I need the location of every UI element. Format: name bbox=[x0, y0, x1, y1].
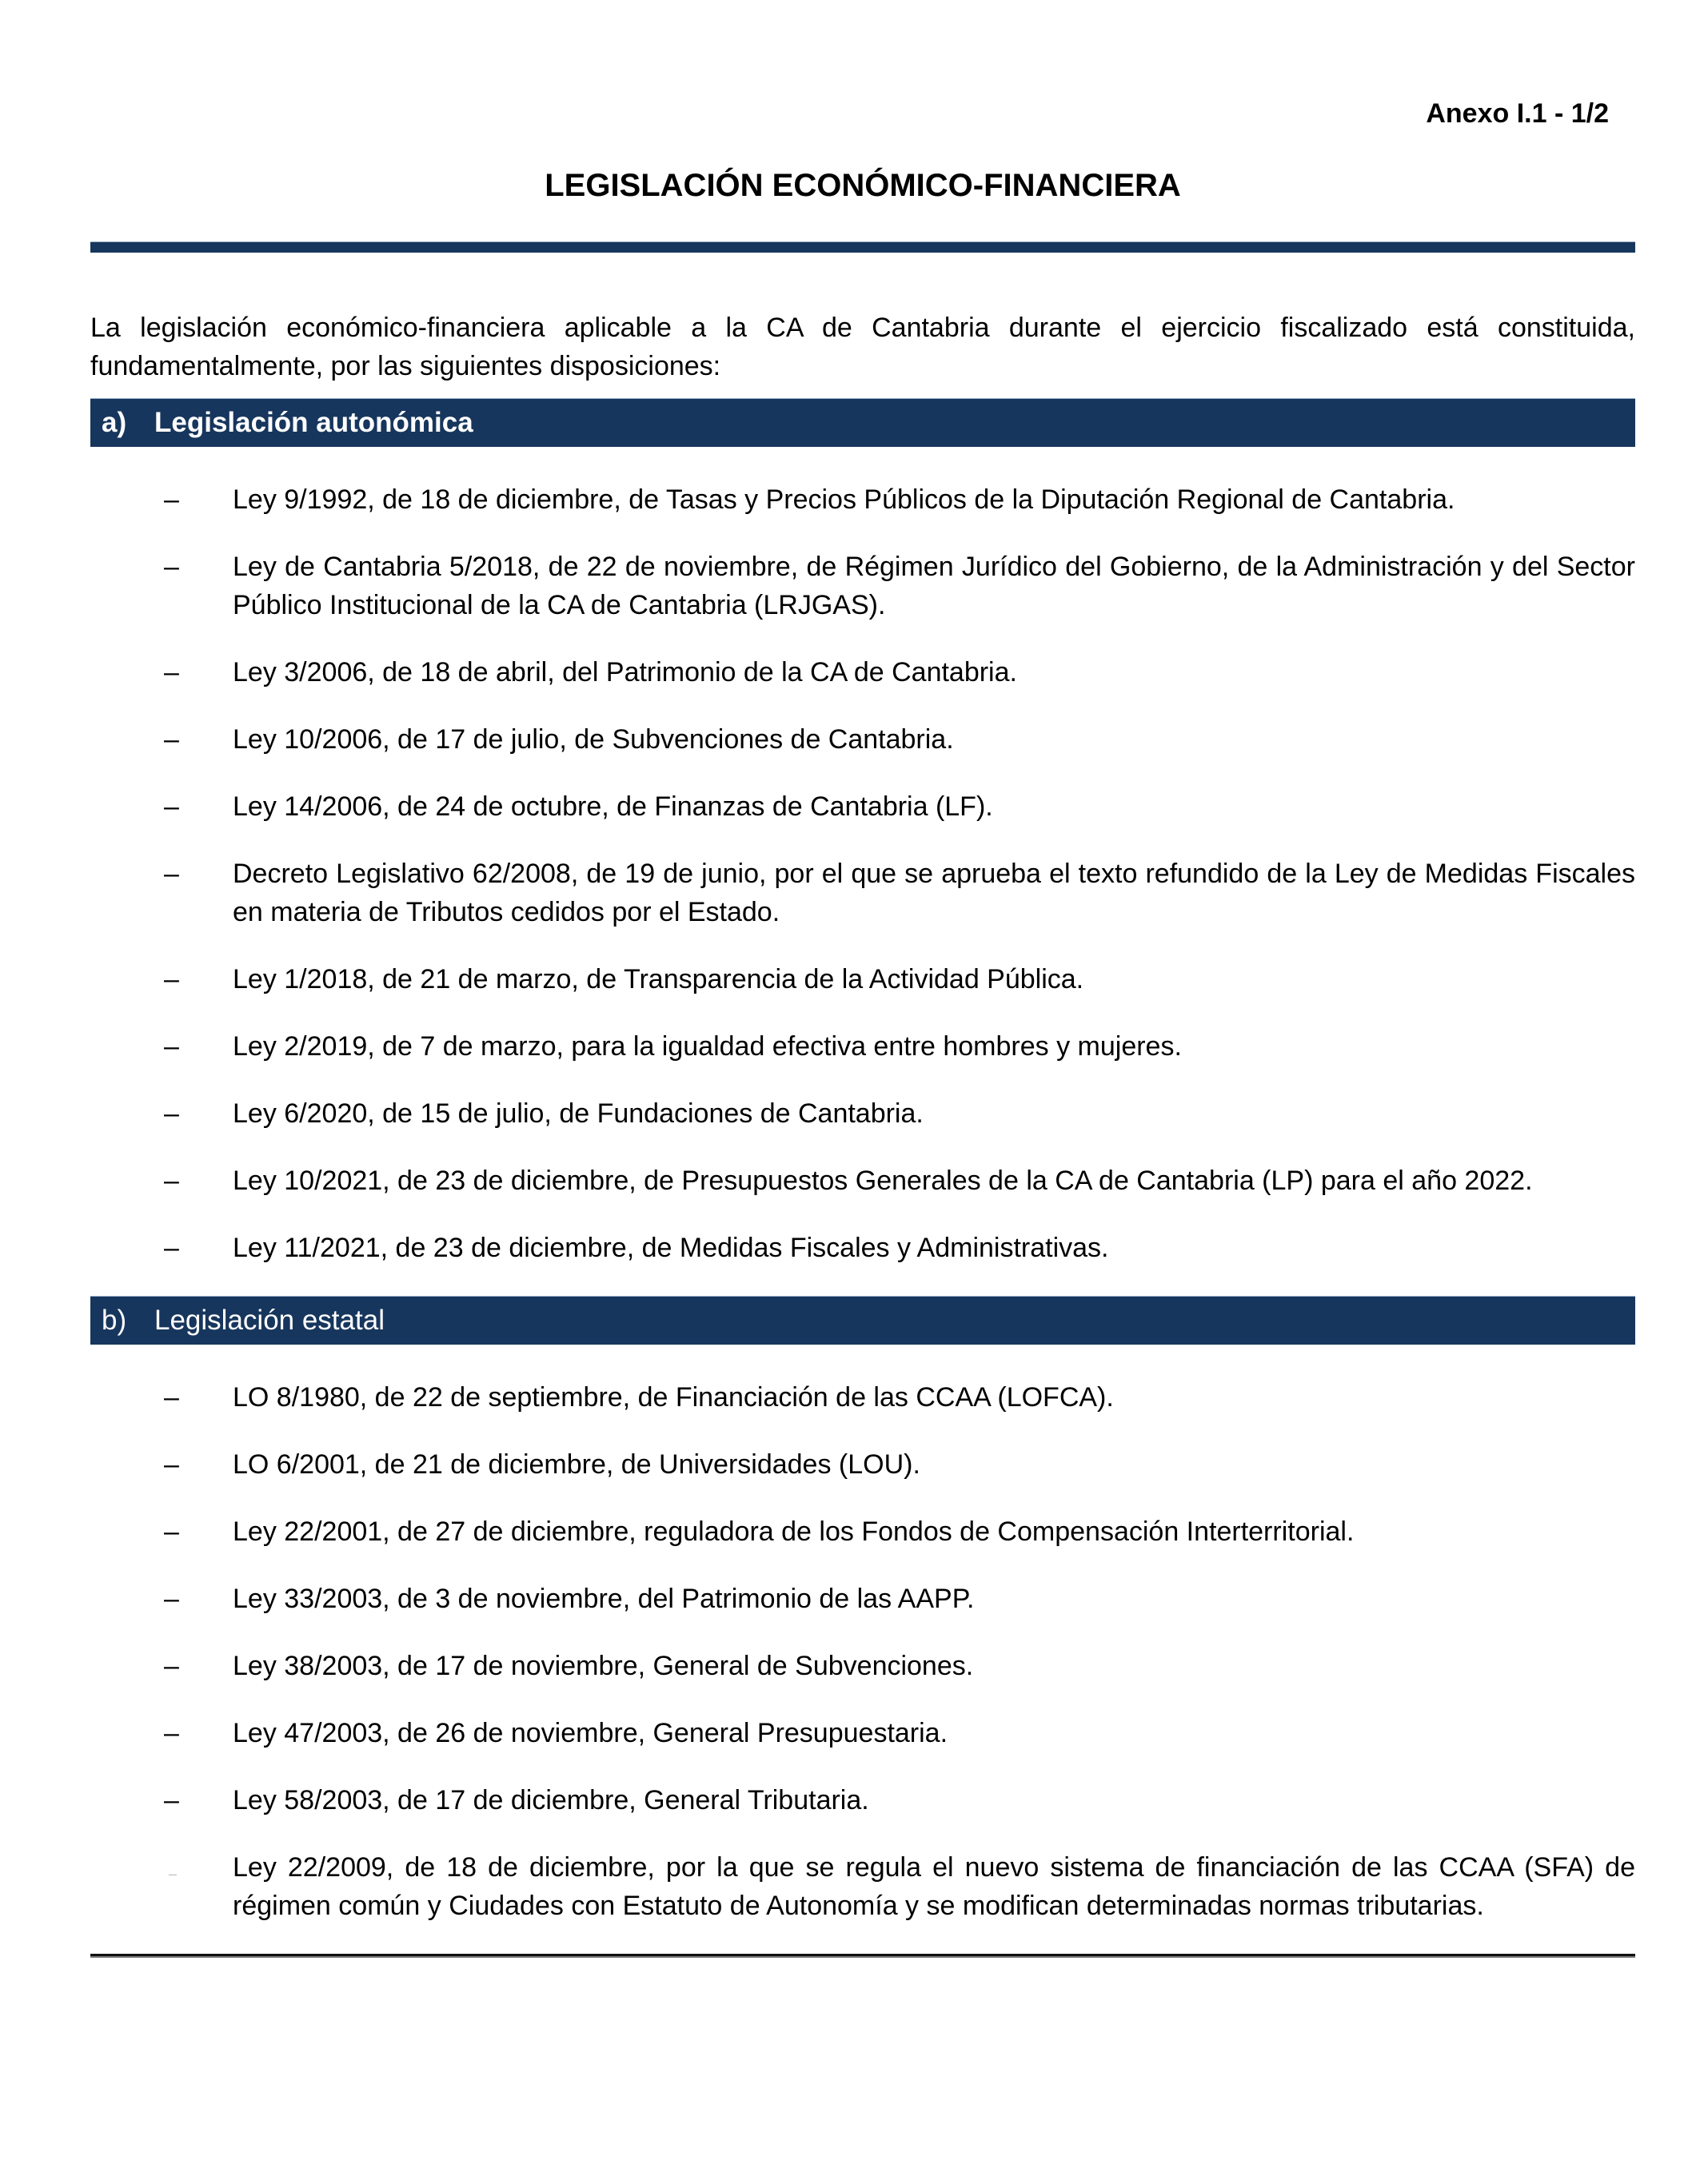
title-rule bbox=[90, 241, 1635, 253]
dash-bullet-icon: – bbox=[164, 1031, 179, 1062]
intro-paragraph: La legislación económico-financiera aplicable a la CA de Cantabria durante el ejercicio fiscalizado está constituida, fundamentalmente, por las siguientes disposiciones: bbox=[90, 313, 1635, 381]
law-text: Ley 14/2006, de 24 de octubre, de Finanzas de Cantabria (LF). bbox=[233, 791, 993, 822]
law-item bbox=[90, 1027, 1635, 1066]
law-text: Ley 58/2003, de 17 de diciembre, General Tributaria. bbox=[233, 1785, 869, 1815]
dash-bullet-icon: – bbox=[164, 1785, 179, 1815]
dash-bullet-icon: – bbox=[164, 1718, 179, 1748]
section-b-label: b) bbox=[102, 1305, 127, 1336]
section-a bbox=[90, 398, 1635, 1267]
law-text: Ley 11/2021, de 23 de diciembre, de Medidas Fiscales y Administrativas. bbox=[233, 1233, 1109, 1263]
dash-bullet-icon: – bbox=[164, 964, 179, 994]
dash-bullet-icon: – bbox=[164, 1098, 179, 1129]
law-text: Ley 10/2021, de 23 de diciembre, de Presupuestos Generales de la CA de Cantabria (LP) para el año 2022. bbox=[233, 1166, 1533, 1196]
law-text: Ley 9/1992, de 18 de diciembre, de Tasas y Precios Públicos de la Diputación Regional de Cantabria. bbox=[233, 484, 1455, 515]
dash-bullet-icon: – bbox=[164, 1516, 179, 1547]
dash-bullet-icon: – bbox=[164, 657, 179, 687]
law-list-autonomica bbox=[90, 480, 1635, 1267]
law-text: Ley 47/2003, de 26 de noviembre, General Presupuestaria. bbox=[233, 1718, 948, 1748]
law-item bbox=[90, 1229, 1635, 1267]
law-item bbox=[90, 720, 1635, 759]
law-item bbox=[90, 1378, 1635, 1417]
law-text: Ley 2/2019, de 7 de marzo, para la igualdad efectiva entre hombres y mujeres. bbox=[233, 1031, 1182, 1062]
law-item bbox=[90, 1512, 1635, 1551]
dash-bullet-icon: – bbox=[164, 1382, 179, 1413]
section-b bbox=[90, 1296, 1635, 1925]
dash-bullet-icon: – bbox=[164, 724, 179, 755]
law-text: Ley 10/2006, de 17 de julio, de Subvenciones de Cantabria. bbox=[233, 724, 954, 755]
section-b-header bbox=[90, 1296, 1635, 1345]
section-a-header bbox=[90, 398, 1635, 447]
dash-bullet-icon: – bbox=[164, 1651, 179, 1681]
law-item bbox=[90, 1647, 1635, 1685]
law-text: Ley 38/2003, de 17 de noviembre, General de Subvenciones. bbox=[233, 1651, 974, 1681]
law-item bbox=[90, 787, 1635, 826]
law-item bbox=[90, 1714, 1635, 1752]
dash-bullet-icon: – bbox=[164, 552, 179, 582]
law-item bbox=[90, 548, 1635, 624]
law-text: LO 8/1980, de 22 de septiembre, de Financiación de las CCAA (LOFCA). bbox=[233, 1382, 1114, 1413]
law-text: LO 6/2001, de 21 de diciembre, de Universidades (LOU). bbox=[233, 1449, 920, 1480]
law-item bbox=[90, 1580, 1635, 1618]
law-text: Ley 22/2001, de 27 de diciembre, reguladora de los Fondos de Compensación Interterritorial. bbox=[233, 1516, 1355, 1547]
section-a-label: a) bbox=[102, 407, 127, 438]
dash-bullet-icon: – bbox=[164, 1233, 179, 1263]
law-item bbox=[90, 1781, 1635, 1819]
law-text: Ley 1/2018, de 21 de marzo, de Transparencia de la Actividad Pública. bbox=[233, 964, 1084, 994]
law-text: Ley de Cantabria 5/2018, de 22 de noviembre, de Régimen Jurídico del Gobierno, de la Administración y del Sector Público Institucional de la CA de Cantabria (LRJGAS). bbox=[233, 552, 1635, 620]
law-item bbox=[90, 960, 1635, 998]
law-text: Ley 33/2003, de 3 de noviembre, del Patrimonio de las AAPP. bbox=[233, 1584, 975, 1614]
law-text: Ley 3/2006, de 18 de abril, del Patrimonio de la CA de Cantabria. bbox=[233, 657, 1017, 687]
law-text: Ley 6/2020, de 15 de julio, de Fundaciones de Cantabria. bbox=[233, 1098, 924, 1129]
law-item bbox=[90, 855, 1635, 931]
law-list-estatal bbox=[90, 1378, 1635, 1925]
dash-bullet-icon: – bbox=[164, 1449, 179, 1480]
footer-rule bbox=[90, 1954, 1635, 1958]
page-title: LEGISLACIÓN ECONÓMICO-FINANCIERA bbox=[545, 168, 1181, 203]
dash-bullet-icon: – bbox=[164, 859, 179, 889]
annex-label: Anexo I.1 - 1/2 bbox=[1426, 98, 1609, 129]
dash-bullet-icon: – bbox=[169, 1866, 178, 1882]
section-b-title: Legislación estatal bbox=[154, 1305, 385, 1336]
law-item bbox=[90, 1094, 1635, 1133]
law-item bbox=[90, 1445, 1635, 1484]
dash-bullet-icon: – bbox=[164, 791, 179, 822]
section-a-title: Legislación autonómica bbox=[154, 407, 473, 438]
dash-bullet-icon: – bbox=[164, 1166, 179, 1196]
law-item bbox=[90, 480, 1635, 519]
law-text: Decreto Legislativo 62/2008, de 19 de junio, por el que se aprueba el texto refundido de la Ley de Medidas Fiscales en materia de Tributos cedidos por el Estado. bbox=[233, 859, 1635, 927]
law-item bbox=[90, 1848, 1635, 1925]
dash-bullet-icon: – bbox=[164, 484, 179, 515]
law-item bbox=[90, 1162, 1635, 1200]
dash-bullet-icon: – bbox=[164, 1584, 179, 1614]
law-item bbox=[90, 653, 1635, 691]
law-text: Ley 22/2009, de 18 de diciembre, por la que se regula el nuevo sistema de financiación de las CCAA (SFA) de régimen común y Ciudades con Estatuto de Autonomía y se modifican determinadas normas tributarias. bbox=[233, 1852, 1635, 1921]
